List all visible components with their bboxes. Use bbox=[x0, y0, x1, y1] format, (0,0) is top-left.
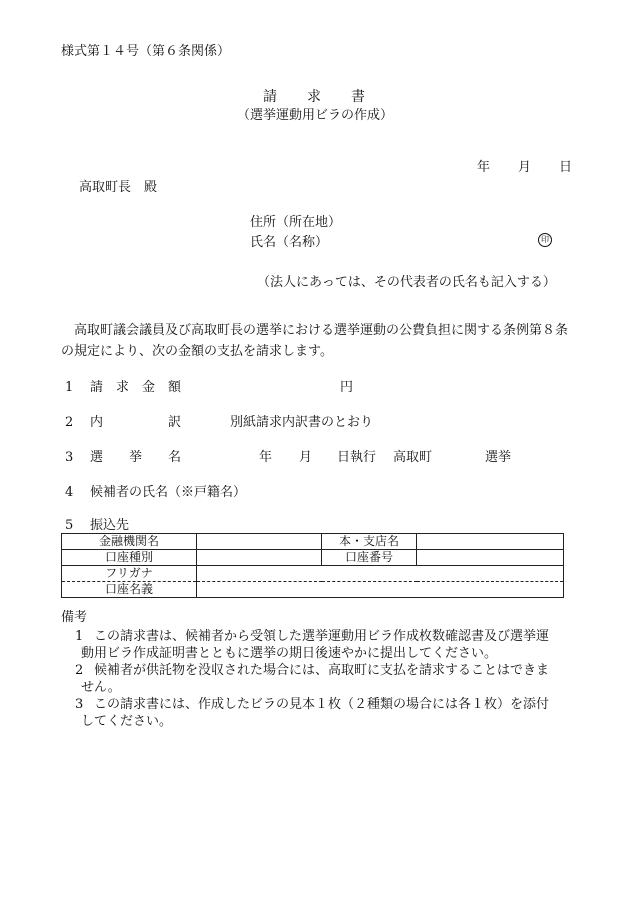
account-holder-value[interactable] bbox=[197, 582, 564, 598]
bank-name-label: 金融機関名 bbox=[62, 534, 197, 550]
item-number: 3 bbox=[65, 450, 74, 465]
furigana-label: フリガナ bbox=[62, 566, 197, 582]
corporation-note: （法人にあっては、その代表者の氏名も記入する） bbox=[257, 275, 556, 290]
table-row bbox=[62, 534, 564, 550]
title-char-3: 書 bbox=[351, 89, 367, 105]
election-day-exec: 日執行 bbox=[337, 450, 377, 465]
remark-number: 2 bbox=[75, 663, 84, 678]
breakdown-value: 別紙請求内訳書のとおり bbox=[230, 415, 374, 430]
item-candidate-name bbox=[65, 485, 246, 501]
account-type-label: 口座種別 bbox=[62, 550, 197, 566]
remark-text-line: 動用ビラ作成証明書とともに選挙の期日後速やかに提出してください。 bbox=[81, 646, 498, 661]
remark-number: 3 bbox=[75, 697, 84, 712]
title-char-2: 求 bbox=[307, 89, 323, 105]
item-breakdown bbox=[65, 415, 181, 431]
remark-item bbox=[61, 662, 571, 696]
remarks-heading: 備考 bbox=[61, 610, 88, 625]
item-label: 選 挙 名 bbox=[90, 450, 182, 465]
amount-unit: 円 bbox=[340, 380, 354, 395]
item-number: 4 bbox=[65, 485, 74, 500]
item-number: 2 bbox=[65, 415, 74, 430]
election-year: 年 bbox=[259, 450, 273, 465]
item-label: 候補者の氏名（※戸籍名） bbox=[90, 485, 247, 500]
item-label: 内 訳 bbox=[90, 415, 182, 430]
branch-label: 本・支店名 bbox=[322, 534, 417, 550]
remark-text-line: この請求書は、候補者から受領した選挙運動用ビラ作成枚数確認書及び選挙運 bbox=[94, 629, 550, 644]
election-month: 月 bbox=[299, 450, 313, 465]
bank-account-table bbox=[61, 533, 564, 598]
title-char-1: 請 bbox=[263, 89, 279, 105]
table-row bbox=[62, 582, 564, 598]
election-suffix: 選挙 bbox=[485, 450, 512, 465]
remark-text-line: この請求書には、作成したビラの見本１枚（２種類の場合には各１枚）を添付 bbox=[94, 697, 550, 712]
remark-text-line: 候補者が供託物を没収された場合には、高取町に支払を請求することはできま bbox=[94, 663, 550, 678]
item-label: 振込先 bbox=[90, 518, 130, 533]
date-day: 日 bbox=[559, 160, 573, 175]
remark-text-line: せん。 bbox=[81, 680, 121, 695]
request-body-text: 高取町議会議員及び高取町長の選挙における選挙運動の公費負担に関する条例第８条の規定により、次の金額の支払を請求します。 bbox=[61, 323, 569, 359]
item-transfer-destination bbox=[65, 518, 129, 534]
address-label: 住所（所在地） bbox=[250, 215, 342, 230]
date-field bbox=[477, 160, 572, 176]
account-number-label: 口座番号 bbox=[322, 550, 417, 566]
furigana-value[interactable] bbox=[197, 566, 564, 582]
item-amount bbox=[65, 380, 181, 396]
table-row bbox=[62, 550, 564, 566]
item-election-name bbox=[65, 450, 181, 466]
remark-number: 1 bbox=[75, 629, 84, 644]
item-label: 請 求 金 額 bbox=[90, 380, 182, 395]
document-title bbox=[0, 89, 630, 106]
document-subtitle: （選挙運動用ビラの作成） bbox=[236, 108, 393, 123]
account-holder-label: 口座名義 bbox=[62, 582, 197, 598]
date-year: 年 bbox=[477, 160, 491, 175]
seal-mark: 印 bbox=[538, 233, 552, 247]
bank-name-value[interactable] bbox=[197, 534, 322, 550]
item-number: 1 bbox=[65, 380, 74, 395]
branch-value[interactable] bbox=[417, 534, 564, 550]
form-number: 様式第１４号（第６条関係） bbox=[61, 44, 231, 59]
remark-item bbox=[61, 628, 571, 662]
account-type-value[interactable] bbox=[197, 550, 322, 566]
addressee: 高取町長 殿 bbox=[79, 180, 158, 195]
name-label: 氏名（名称） bbox=[250, 235, 329, 250]
table-row bbox=[62, 566, 564, 582]
account-number-value[interactable] bbox=[417, 550, 564, 566]
date-month: 月 bbox=[518, 160, 532, 175]
item-number: 5 bbox=[65, 518, 74, 533]
remark-item bbox=[61, 696, 571, 730]
remark-text-line: してください。 bbox=[81, 714, 173, 729]
election-town: 高取町 bbox=[393, 450, 433, 465]
